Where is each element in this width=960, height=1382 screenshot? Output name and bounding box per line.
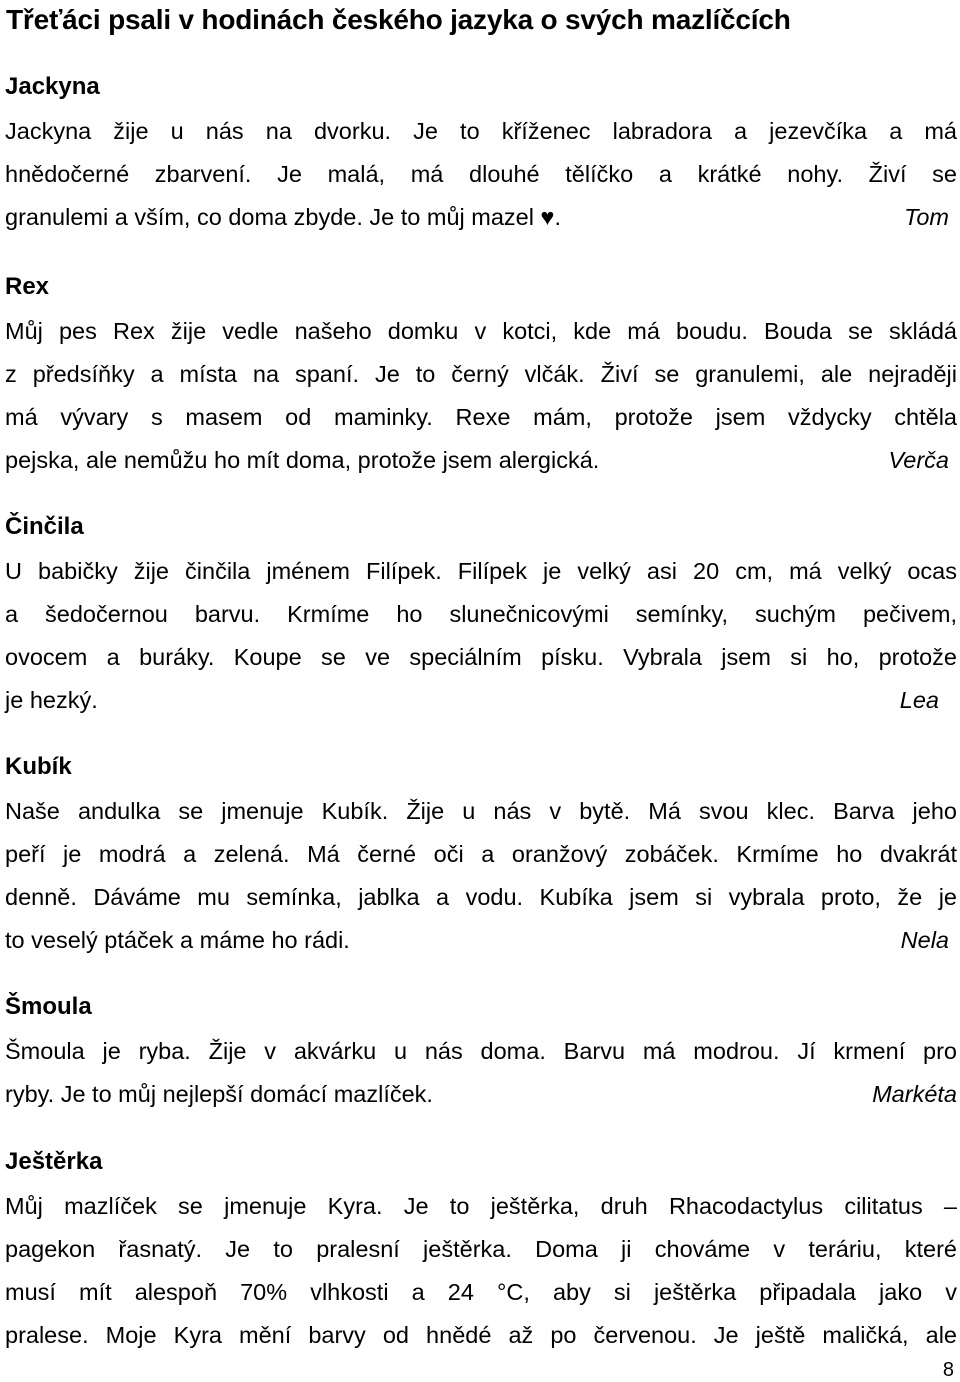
author-name: Markéta [872,1081,957,1107]
author-name: Tom [904,204,949,230]
section-heading: Jackyna [5,73,100,100]
paragraph-line: ovocem a buráky. Koupe se ve speciálním písku. Vybrala jsem si ho, protože [5,644,957,670]
paragraph-line: Můj pes Rex žije vedle našeho domku v kotci, kde má boudu. Bouda se skládá [5,318,957,344]
paragraph-last-line [5,196,957,239]
section-heading: Ještěrka [5,1148,103,1175]
section-heading: Rex [5,273,50,300]
paragraph-text: ryby. Je to můj nejlepší domácí mazlíček. [5,1081,433,1107]
paragraph-line: denně. Dáváme mu semínka, jablka a vodu. Kubíka jsem si vybrala proto, že je [5,884,957,910]
paragraph-line: pralese. Moje Kyra mění barvy od hnědé až po červenou. Je ještě maličká, ale [5,1322,957,1348]
paragraph-line: musí mít alespoň 70% vlhkosti a 24 °C, aby si ještěrka připadala jako v [5,1279,957,1305]
section-heading: Činčila [5,513,84,540]
section-heading: Kubík [5,753,72,780]
section-cincila [5,512,957,722]
section-jesterka [5,1147,957,1357]
paragraph-line: Jackyna žije u nás na dvorku. Je to kříženec labradora a jezevčíka a má [5,118,957,144]
paragraph-line: má vývary s masem od maminky. Rexe mám, protože jsem vždycky chtěla [5,404,957,430]
paragraph-last-line [5,439,957,482]
section-kubik [5,752,957,962]
paragraph-line: Naše andulka se jmenuje Kubík. Žije u nás v bytě. Má svou klec. Barva jeho [5,798,957,824]
paragraph-text: je hezký. [5,687,98,713]
section-jackyna [5,72,957,239]
paragraph-last-line [5,1073,957,1116]
page-number: 8 [942,1359,954,1381]
author-name: Verča [888,447,949,473]
author-name: Lea [899,687,939,713]
paragraph-line: pagekon řasnatý. Je to pralesní ještěrka. Doma ji chováme v teráriu, které [5,1236,957,1262]
paragraph-line: U babičky žije činčila jménem Filípek. Filípek je velký asi 20 cm, má velký ocas [5,558,957,584]
paragraph-text: pejska, ale nemůžu ho mít doma, protože jsem alergická. [5,447,600,473]
paragraph-text: granulemi a vším, co doma zbyde. Je to můj mazel ♥. [5,204,561,230]
paragraph-last-line [5,679,957,722]
paragraph-text: to veselý ptáček a máme ho rádi. [5,927,350,953]
author-name: Nela [900,927,949,953]
paragraph-line: Můj mazlíček se jmenuje Kyra. Je to ještěrka, druh Rhacodactylus cilitatus – [5,1193,957,1219]
paragraph-line: z předsíňky a místa na spaní. Je to černý vlčák. Živí se granulemi, ale nejraději [5,361,957,387]
section-heading: Šmoula [5,993,92,1020]
page-title: Třeťáci psali v hodinách českého jazyka o svých mazlíčcích [6,4,791,35]
paragraph-line: a šedočernou barvu. Krmíme ho slunečnicovými semínky, suchým pečivem, [5,601,957,627]
paragraph-line: hnědočerné zbarvení. Je malá, má dlouhé tělíčko a krátké nohy. Živí se [5,161,957,187]
paragraph-last-line [5,919,957,962]
paragraph-line: peří je modrá a zelená. Má černé oči a oranžový zobáček. Krmíme ho dvakrát [5,841,957,867]
section-rex [5,272,957,482]
paragraph-line: Šmoula je ryba. Žije v akvárku u nás doma. Barvu má modrou. Jí krmení pro [5,1038,957,1064]
section-smoula [5,992,957,1116]
